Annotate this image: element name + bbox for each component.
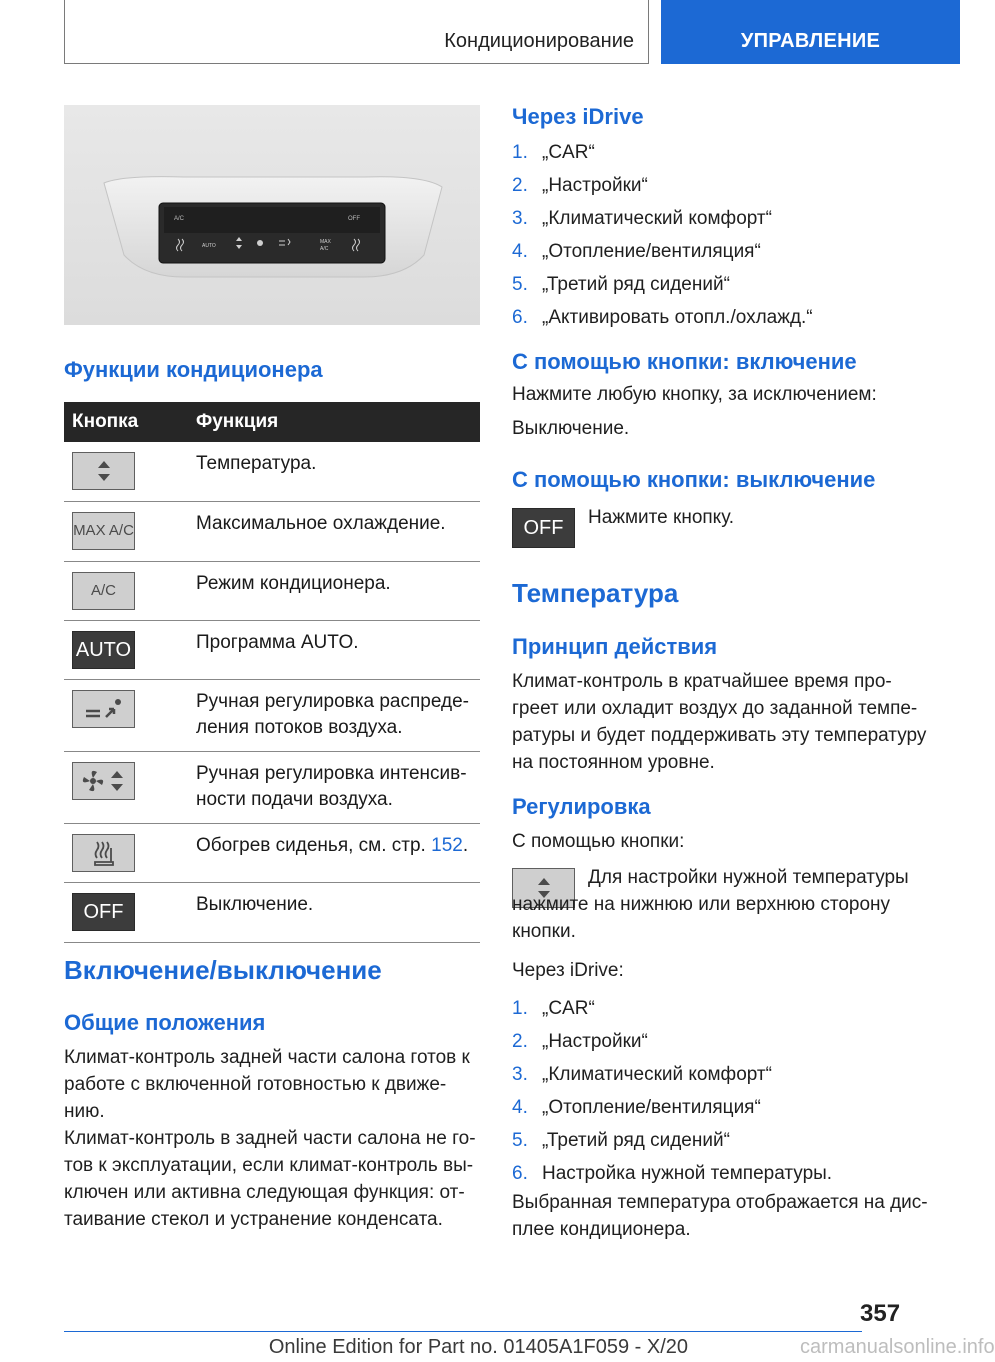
list-item: 1. „CAR“	[512, 142, 595, 163]
footer-edition: Online Edition for Part no. 01405A1F059 - X/20	[268, 1336, 688, 1358]
ac-label: A/C	[174, 216, 185, 222]
off-label-text: OFF	[83, 900, 124, 923]
list-item: 5. „Третий ряд сидений“	[512, 1130, 730, 1151]
function-text: Выключение.	[184, 882, 480, 942]
function-text: Ручная регулировка интенсив-ности подачи воздуха.	[184, 751, 480, 823]
button-on-heading: С помощью кнопки: включение	[512, 349, 857, 374]
regulation-heading: Регулировка	[512, 794, 651, 819]
function-text: Программа AUTO.	[184, 620, 480, 679]
ac-label-text: A/C	[90, 581, 116, 599]
off-label: OFF	[348, 216, 360, 222]
function-text: Максимальное охлаждение.	[184, 501, 480, 561]
principle-heading: Принцип действия	[512, 634, 718, 659]
button-off-heading: С помощью кнопки: выключение	[512, 467, 876, 492]
function-text-suffix: .	[462, 834, 469, 856]
fan-updown-icon	[72, 762, 135, 800]
auto-label-text: AUTO	[75, 638, 132, 661]
off-label-text: OFF	[523, 516, 564, 539]
table-row	[64, 620, 480, 679]
temperature-heading: Температура	[512, 578, 679, 608]
page-number: 357	[860, 1300, 901, 1327]
regulation-button-text: Для настройки нужной температуры нажмите на нижнюю или верхнюю сторону кнопки.	[512, 867, 909, 942]
col-function-header: Функция	[184, 402, 480, 442]
list-item: 2. „Настройки“	[512, 175, 648, 196]
table-row	[64, 751, 480, 823]
max-ac2-label: A/C	[320, 246, 329, 252]
list-item: 3. „Климатический комфорт“	[512, 1064, 772, 1085]
page-link-152[interactable]: 152	[431, 834, 463, 856]
table-row	[64, 442, 480, 501]
button-on-exception: Выключение.	[512, 418, 630, 439]
ac-icon	[72, 572, 135, 610]
function-text: Температура.	[184, 442, 480, 501]
list-item: 3. „Климатический комфорт“	[512, 208, 772, 229]
via-idrive-text: Через iDrive:	[512, 960, 624, 981]
function-text-main: Обогрев сиденья, см. стр.	[196, 834, 432, 856]
header-section-title: Кондиционирование	[444, 30, 634, 52]
general-heading: Общие положения	[64, 1010, 266, 1035]
watermark: carmanualsonline.info	[800, 1336, 995, 1358]
list-item: 4. „Отопление/вентиляция“	[512, 241, 761, 262]
airflow-icon	[72, 690, 135, 728]
function-text: Ручная регулировка распреде-ления потоков воздуха.	[184, 679, 480, 751]
footer-divider	[64, 1331, 862, 1332]
onoff-paragraph-2: Климат-контроль в задней части салона не го-тов к эксплуатации, если климат-контроль вы-ключен или активна следующая функция: от-таивание стекол и устранение конденсата.	[64, 1128, 476, 1230]
table-row	[64, 679, 480, 751]
onoff-paragraph-1: Климат-контроль задней части салона готов к работе с включенной готовностью к движе-нию.	[64, 1047, 470, 1122]
off-icon	[512, 508, 575, 548]
function-text: Режим кондиционера.	[184, 561, 480, 620]
updown-arrows-icon	[72, 452, 135, 490]
onoff-heading: Включение/выключение	[64, 955, 382, 985]
max-ac-icon	[72, 512, 135, 550]
list-item: 2. „Настройки“	[512, 1031, 648, 1052]
table-row	[64, 882, 480, 942]
seat-heating-icon	[72, 834, 135, 872]
button-off-text: Нажмите кнопку.	[588, 507, 735, 528]
climate-panel-photo	[64, 105, 480, 325]
header-section-tab	[64, 0, 649, 64]
table-row	[64, 501, 480, 561]
functions-table	[64, 402, 480, 943]
list-item: 1. „CAR“	[512, 998, 595, 1019]
table-row	[64, 561, 480, 620]
off-icon	[72, 893, 135, 931]
max-ac-label-text: MAX A/C	[73, 522, 134, 539]
regulation-intro: С помощью кнопки:	[512, 831, 685, 852]
list-item: 4. „Отопление/вентиляция“	[512, 1097, 761, 1118]
functions-heading: Функции кондиционера	[64, 357, 323, 382]
col-button-header: Кнопка	[64, 402, 184, 442]
climate-panel-illustration	[64, 105, 480, 325]
fan-icon	[257, 240, 263, 246]
idrive-steps-list	[512, 139, 813, 337]
principle-text: Климат-контроль в кратчайшее время про-греет или охладит воздух до заданной темпе-ратуры и будет поддерживать эту температуру на постоянном уровне.	[512, 671, 927, 773]
temperature-closing: Выбранная температура отображается на дис-плее кондиционера.	[512, 1192, 928, 1240]
header-chapter-tab[interactable]	[661, 0, 960, 64]
table-row	[64, 823, 480, 882]
list-item: 5. „Третий ряд сидений“	[512, 274, 730, 295]
idrive-heading: Через iDrive	[512, 104, 644, 129]
function-text	[184, 823, 480, 882]
list-item: 6. Настройка нужной температуры.	[512, 1163, 833, 1184]
list-item: 6. „Активировать отопл./охлажд.“	[512, 307, 813, 328]
auto-label: AUTO	[202, 243, 216, 249]
off-button-graphic	[512, 508, 575, 548]
button-on-text: Нажмите любую кнопку, за исключением:	[512, 384, 877, 405]
auto-icon	[72, 631, 135, 669]
max-ac-label: MAX	[320, 239, 331, 245]
temp-idrive-steps-list	[512, 995, 832, 1193]
header-chapter-title: УПРАВЛЕНИЕ	[740, 30, 881, 52]
